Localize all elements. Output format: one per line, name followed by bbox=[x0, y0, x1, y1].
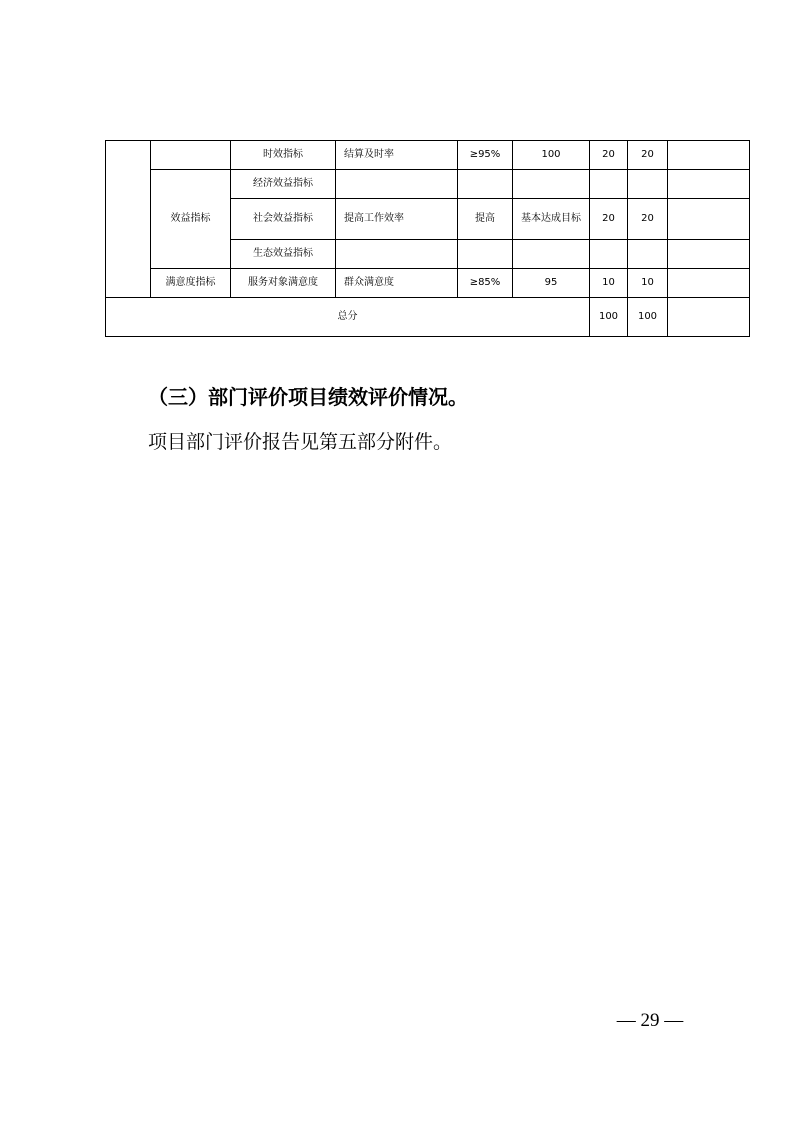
weight-cell: 20 bbox=[590, 141, 628, 170]
remark-cell bbox=[668, 170, 750, 199]
actual-cell bbox=[513, 170, 590, 199]
table-row bbox=[106, 141, 750, 170]
remark-cell bbox=[668, 240, 750, 269]
level3-cell: 经济效益指标 bbox=[231, 170, 336, 199]
level3-cell: 时效指标 bbox=[231, 141, 336, 170]
weight-cell: 10 bbox=[590, 269, 628, 298]
remark-cell bbox=[668, 199, 750, 240]
target-cell: ≥85% bbox=[458, 269, 513, 298]
weight-cell bbox=[590, 240, 628, 269]
target-cell bbox=[458, 240, 513, 269]
score-cell: 20 bbox=[628, 199, 668, 240]
score-cell bbox=[628, 240, 668, 269]
level2-cell: 满意度指标 bbox=[151, 269, 231, 298]
indicator-cell: 结算及时率 bbox=[336, 141, 458, 170]
page-number: — 29 — bbox=[616, 1010, 684, 1031]
total-weight: 100 bbox=[590, 298, 628, 337]
table-row bbox=[106, 269, 750, 298]
total-score: 100 bbox=[628, 298, 668, 337]
indicator-cell: 群众满意度 bbox=[336, 269, 458, 298]
section-heading: （三）部门评价项目绩效评价情况。 bbox=[148, 385, 468, 409]
level1-cell bbox=[106, 141, 151, 298]
performance-table bbox=[105, 140, 750, 337]
level3-cell: 社会效益指标 bbox=[231, 199, 336, 240]
score-cell bbox=[628, 170, 668, 199]
indicator-cell: 提高工作效率 bbox=[336, 199, 458, 240]
total-row bbox=[106, 298, 750, 337]
indicator-cell bbox=[336, 170, 458, 199]
actual-cell: 95 bbox=[513, 269, 590, 298]
section-paragraph: 项目部门评价报告见第五部分附件。 bbox=[148, 431, 453, 453]
weight-cell: 20 bbox=[590, 199, 628, 240]
level2-cell: 效益指标 bbox=[151, 170, 231, 269]
indicator-cell bbox=[336, 240, 458, 269]
actual-cell: 基本达成目标 bbox=[513, 199, 590, 240]
table-row bbox=[106, 170, 750, 199]
remark-cell bbox=[668, 269, 750, 298]
level3-cell: 服务对象满意度 bbox=[231, 269, 336, 298]
actual-cell bbox=[513, 240, 590, 269]
weight-cell bbox=[590, 170, 628, 199]
remark-cell bbox=[668, 141, 750, 170]
level2-cell bbox=[151, 141, 231, 170]
score-cell: 20 bbox=[628, 141, 668, 170]
level3-cell: 生态效益指标 bbox=[231, 240, 336, 269]
total-remark bbox=[668, 298, 750, 337]
total-label: 总分 bbox=[106, 298, 590, 337]
target-cell bbox=[458, 170, 513, 199]
score-cell: 10 bbox=[628, 269, 668, 298]
actual-cell: 100 bbox=[513, 141, 590, 170]
target-cell: 提高 bbox=[458, 199, 513, 240]
target-cell: ≥95% bbox=[458, 141, 513, 170]
